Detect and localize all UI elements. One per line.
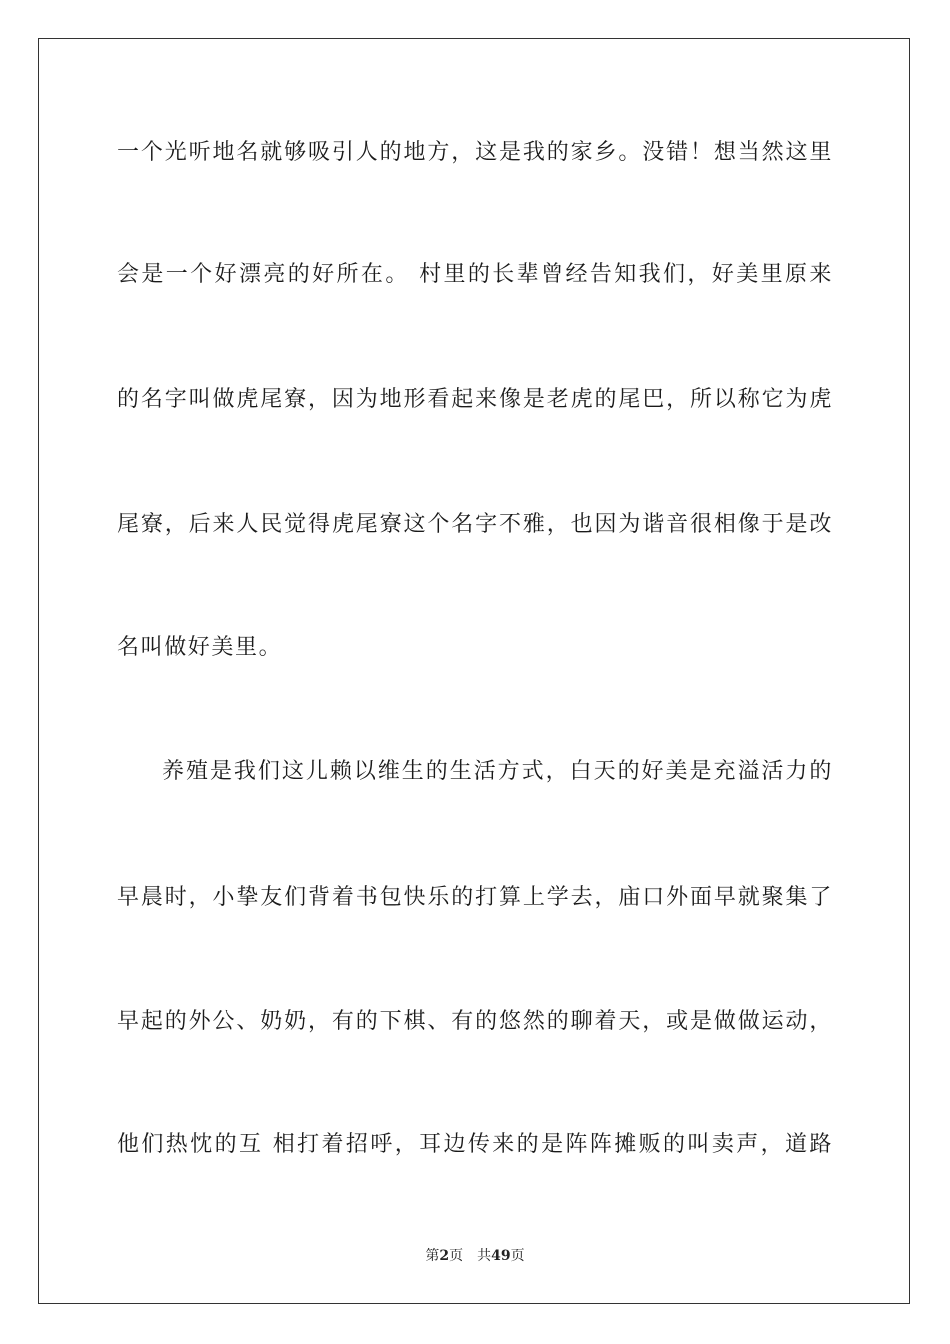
total-suffix: 页 [510, 1248, 525, 1264]
page-border [38, 38, 910, 1304]
total-pages: 49 [491, 1248, 511, 1264]
page-footer [0, 1246, 950, 1266]
page-number: 2 [439, 1248, 450, 1264]
body-line-1: 一个光听地名就够吸引人的地方，这是我的家乡。没错！想当然这里 [117, 140, 833, 165]
body-line-8: 早起的外公、奶奶，有的下棋、有的悠然的聊着天，或是做做运动， [117, 1009, 833, 1034]
page-prefix: 第 [425, 1248, 440, 1264]
body-line-7: 早晨时，小挚友们背着书包快乐的打算上学去，庙口外面早就聚集了 [117, 885, 833, 910]
body-line-6: 养殖是我们这儿赖以维生的生活方式，白天的好美是充溢活力的 [162, 759, 833, 784]
body-line-5: 名叫做好美里。 [117, 635, 283, 660]
body-line-9: 他们热忱的互 相打着招呼，耳边传来的是阵阵摊贩的叫卖声，道路 [117, 1132, 833, 1157]
page-suffix: 页 [449, 1248, 464, 1264]
total-prefix: 共 [477, 1248, 492, 1264]
body-line-4: 尾寮，后来人民觉得虎尾寮这个名字不雅，也因为谐音很相像于是改 [117, 512, 833, 537]
body-line-3: 的名字叫做虎尾寮，因为地形看起来像是老虎的尾巴，所以称它为虎 [117, 387, 833, 412]
body-line-2: 会是一个好漂亮的好所在。 村里的长辈曾经告知我们，好美里原来 [117, 262, 833, 287]
